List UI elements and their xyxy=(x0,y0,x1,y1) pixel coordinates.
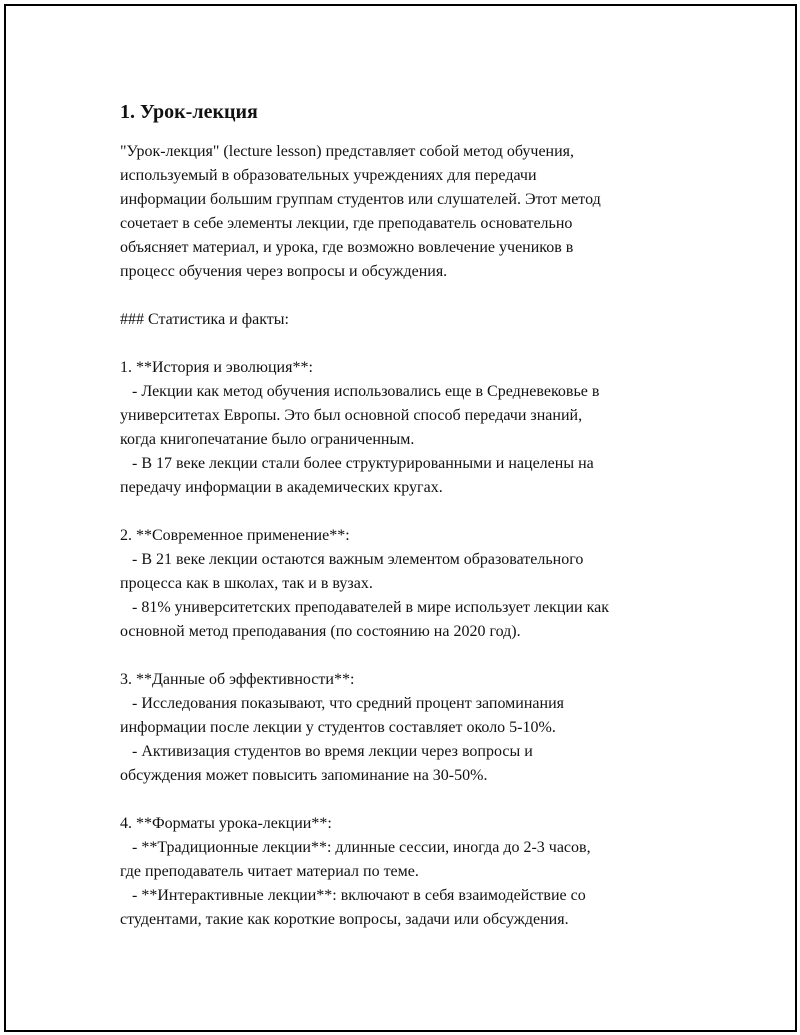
section-modern-use xyxy=(120,524,710,644)
section-heading: 1. **История и эволюция**: xyxy=(120,359,313,376)
section-line: - Исследования показывают, что средний процент запоминания xyxy=(120,695,565,712)
spacer xyxy=(120,332,710,356)
section-line: - Лекции как метод обучения использовались еще в Средневековье в xyxy=(120,383,600,400)
section-line: основной метод преподавания (по состоянию на 2020 год). xyxy=(120,623,521,640)
section-line: - **Традиционные лекции**: длинные сессии, иногда до 2-3 часов, xyxy=(120,839,591,856)
section-line: информации после лекции у студентов составляет около 5-10%. xyxy=(120,719,556,736)
section-line: - Активизация студентов во время лекции через вопросы и xyxy=(120,743,533,760)
section-history xyxy=(120,356,710,500)
stats-heading: ### Статистика и факты: xyxy=(120,311,289,328)
section-line: - **Интерактивные лекции**: включают в себя взаимодействие со xyxy=(120,887,586,904)
spacer xyxy=(120,500,710,524)
intro-line: "Урок-лекция" (lecture lesson) представляет собой метод обучения, xyxy=(120,143,575,160)
page-title: 1. Урок-лекция xyxy=(120,101,258,123)
spacer xyxy=(120,788,710,812)
document-body xyxy=(120,100,710,932)
section-formats xyxy=(120,812,710,932)
section-line: - В 17 веке лекции стали более структурированными и нацелены на xyxy=(120,455,594,472)
section-heading: 2. **Современное применение**: xyxy=(120,527,350,544)
section-line: передачу информации в академических кругах. xyxy=(120,479,443,496)
section-heading: 3. **Данные об эффективности**: xyxy=(120,671,355,688)
section-line: обсуждения может повысить запоминание на 30-50%. xyxy=(120,767,488,784)
section-line: где преподаватель читает материал по теме. xyxy=(120,863,419,880)
intro-line: сочетает в себе элементы лекции, где преподаватель основательно xyxy=(120,215,573,232)
section-heading: 4. **Форматы урока-лекции**: xyxy=(120,815,332,832)
spacer xyxy=(120,644,710,668)
section-line: когда книгопечатание было ограниченным. xyxy=(120,431,415,448)
section-effectiveness xyxy=(120,668,710,788)
section-line: университетах Европы. Это был основной способ передачи знаний, xyxy=(120,407,583,424)
intro-line: процесс обучения через вопросы и обсуждения. xyxy=(120,263,448,280)
section-line: студентами, такие как короткие вопросы, задачи или обсуждения. xyxy=(120,911,569,928)
section-line: процесса как в школах, так и в вузах. xyxy=(120,575,373,592)
section-line: - 81% университетских преподавателей в мире использует лекции как xyxy=(120,599,609,616)
intro-paragraph xyxy=(120,140,710,284)
section-line: - В 21 веке лекции остаются важным элементом образовательного xyxy=(120,551,584,568)
intro-line: объясняет материал, и урока, где возможно вовлечение учеников в xyxy=(120,239,574,256)
intro-line: информации большим группам студентов или слушателей. Этот метод xyxy=(120,191,601,208)
page-frame xyxy=(4,4,797,1032)
spacer xyxy=(120,284,710,308)
intro-line: используемый в образовательных учреждениях для передачи xyxy=(120,167,537,184)
